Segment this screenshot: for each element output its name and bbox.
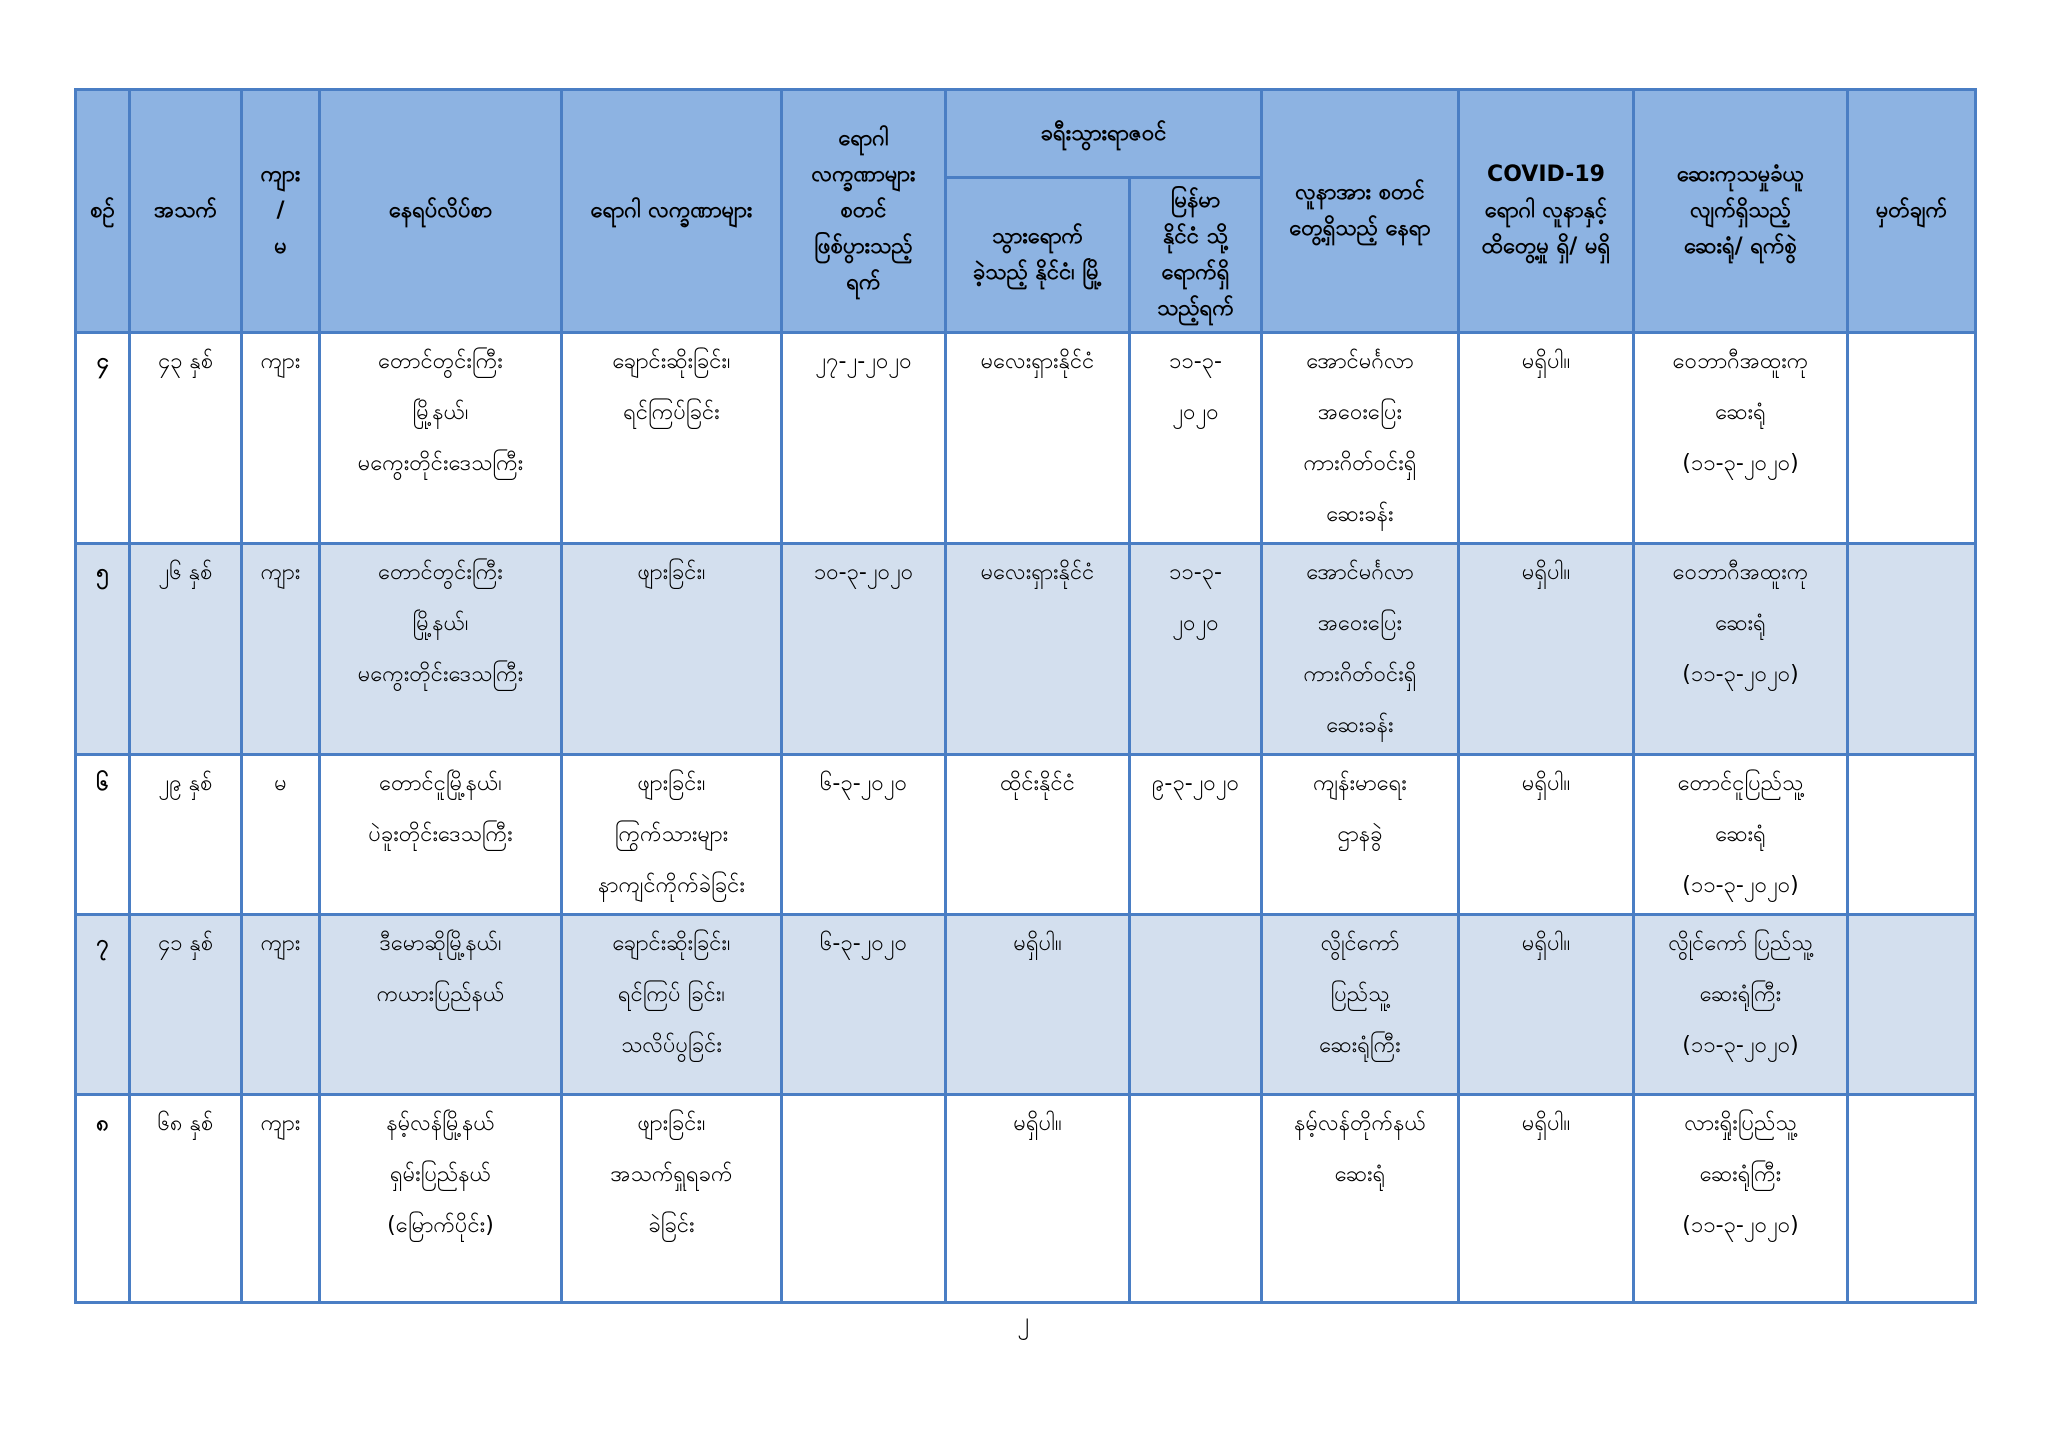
- text-line: ၁၁-၃-: [1168, 349, 1222, 374]
- text-line: ဌာနခွဲ: [1337, 822, 1383, 847]
- cell-remarks: [1848, 915, 1976, 1095]
- text-line: လွိုင်ကော် ပြည်သူ့: [1668, 931, 1813, 956]
- table-row: [76, 544, 1976, 755]
- text-line: /: [276, 198, 285, 223]
- text-line: လက္ခဏာများ: [811, 162, 916, 187]
- text-line: (၁၁-၃-၂၀၂၀): [1682, 451, 1799, 476]
- cell-no: ၅: [76, 544, 130, 755]
- cell-remarks: [1848, 755, 1976, 915]
- text-line: မြို့နယ်၊: [412, 400, 469, 425]
- text-line: အောင်မင်္ဂလာ: [1306, 349, 1414, 374]
- text-line: လားရှိုးပြည်သူ့: [1684, 1111, 1797, 1136]
- cell-address: [320, 1095, 562, 1303]
- text-line: အသက်ရှူရခက်: [610, 1162, 733, 1187]
- cell-sex: ကျား: [242, 544, 320, 755]
- text-line: မရှိပါ။: [1013, 1111, 1062, 1136]
- cell-age: ၂၉ နှစ်: [130, 755, 242, 915]
- cell-travel-country: [946, 544, 1130, 755]
- cell-age: ၄၃ နှစ်: [130, 333, 242, 544]
- cell-remarks: [1848, 1095, 1976, 1303]
- text-line: မကွေးတိုင်းဒေသကြီး: [357, 662, 524, 687]
- cell-contact: မရှိပါ။: [1459, 1095, 1634, 1303]
- text-line: ဆေးရုံ: [1334, 1162, 1386, 1187]
- text-line: နာကျင်ကိုက်ခဲခြင်း: [598, 873, 745, 898]
- text-line: ဝေဘာဂီအထူးကု: [1672, 560, 1809, 585]
- text-line: တောင်တွင်းကြီး: [378, 349, 503, 374]
- text-line: နမ့်လန်မြို့နယ်: [386, 1111, 495, 1136]
- cell-no: ၈: [76, 1095, 130, 1303]
- text-line: ဆေးခန်း: [1326, 713, 1394, 738]
- text-line: လျက်ရှိသည့်: [1690, 198, 1791, 223]
- text-line: ရက်: [846, 270, 881, 295]
- text-line: ဆေးရုံ/ ရက်စွဲ: [1684, 234, 1797, 259]
- cell-sex: မ: [242, 755, 320, 915]
- cell-arrival-date: [1130, 333, 1262, 544]
- cell-travel-country: [946, 915, 1130, 1095]
- header-hospital: [1634, 90, 1848, 333]
- text-line: ၁၀-၃-၂၀၂၀: [813, 560, 914, 585]
- text-line: ဆေးခန်း: [1326, 502, 1394, 527]
- text-line: ဆေးရုံ: [1715, 400, 1766, 425]
- text-line: ၆-၃-၂၀၂၀: [820, 931, 907, 956]
- text-line: တောင်ငူမြို့နယ်၊: [379, 771, 502, 796]
- text-line: ဆေးရုံ: [1715, 822, 1766, 847]
- text-line: ဒီမောဆိုမြို့နယ်၊: [379, 931, 502, 956]
- header-travel-country: [946, 178, 1130, 333]
- text-line: တောင်တွင်းကြီး: [378, 560, 503, 585]
- text-line: စတင်: [840, 198, 887, 223]
- cell-address: [320, 755, 562, 915]
- cell-sex: ကျား: [242, 915, 320, 1095]
- page-number: ၂: [1017, 1307, 1029, 1335]
- cell-arrival-date: [1130, 755, 1262, 915]
- table-body: [76, 333, 1976, 1303]
- header-arrival-date: [1130, 178, 1262, 333]
- cell-symptoms: [562, 915, 782, 1095]
- text-line: လူနာအား စတင်: [1295, 180, 1425, 205]
- cell-travel-country: [946, 1095, 1130, 1303]
- table-row: [76, 1095, 1976, 1303]
- text-line: ရောက်ရှိ: [1161, 260, 1230, 285]
- cell-age: ၄၁ နှစ်: [130, 915, 242, 1095]
- header-travel-history: ခရီးသွားရာဇဝင်: [946, 90, 1262, 178]
- text-line: ချောင်းဆိုးခြင်း၊: [612, 931, 731, 956]
- text-line: (၁၁-၃-၂၀၂၀): [1682, 1033, 1799, 1058]
- text-line: သွားရောက်: [991, 224, 1084, 249]
- cell-sex: ကျား: [242, 333, 320, 544]
- cell-address: [320, 544, 562, 755]
- header-address: နေရပ်လိပ်စာ: [320, 90, 562, 333]
- cell-contact: မရှိပါ။: [1459, 915, 1634, 1095]
- text-line: ဆေးကုသမှုခံယူ: [1676, 162, 1805, 187]
- text-line: အောင်မင်္ဂလာ: [1306, 560, 1414, 585]
- text-line: ပြည်သူ့: [1330, 982, 1390, 1007]
- text-line: ပဲခူးတိုင်းဒေသကြီး: [368, 822, 513, 847]
- text-line: COVID-19: [1487, 162, 1605, 187]
- text-line: မရှိပါ။: [1013, 931, 1062, 956]
- cell-address: [320, 333, 562, 544]
- text-line: (မြောက်ပိုင်း): [387, 1213, 494, 1238]
- cell-arrival-date: [1130, 544, 1262, 755]
- text-line: ကားဂိတ်ဝင်းရှိ: [1303, 451, 1417, 476]
- cell-hospital: [1634, 915, 1848, 1095]
- cell-no: ၆: [76, 755, 130, 915]
- cell-hospital: [1634, 544, 1848, 755]
- text-line: မြို့နယ်၊: [412, 611, 469, 636]
- header-symptoms: ရောဂါ လက္ခဏာများ: [562, 90, 782, 333]
- cell-detection-place: [1262, 755, 1459, 915]
- cell-contact: မရှိပါ။: [1459, 755, 1634, 915]
- table-row: [76, 915, 1976, 1095]
- cell-contact: မရှိပါ။: [1459, 333, 1634, 544]
- text-line: သည့်ရက်: [1157, 296, 1234, 321]
- header-no: စဉ်: [76, 90, 130, 333]
- text-line: တောင်ငူပြည်သူ့: [1677, 771, 1804, 796]
- cell-onset-date: [782, 755, 946, 915]
- cell-hospital: [1634, 755, 1848, 915]
- text-line: ကျန်းမာရေး: [1313, 771, 1407, 796]
- cell-onset-date: [782, 915, 946, 1095]
- text-line: ကယားပြည်နယ်: [376, 982, 505, 1007]
- text-line: ဆေးရုံကြီး: [1699, 982, 1782, 1007]
- text-line: ဖြစ်ပွားသည့်: [814, 234, 913, 259]
- text-line: လွိုင်ကော်: [1320, 931, 1400, 956]
- cell-onset-date: [782, 333, 946, 544]
- text-line: ကားဂိတ်ဝင်းရှိ: [1303, 662, 1417, 687]
- header-sex: [242, 90, 320, 333]
- cell-symptoms: [562, 544, 782, 755]
- text-line: ဖျားခြင်း၊: [637, 1111, 706, 1136]
- text-line: အဝေးပြေး: [1317, 611, 1403, 636]
- text-line: နိုင်ငံ သို့: [1163, 224, 1228, 249]
- text-line: ရင်ကြပ် ခြင်း၊: [618, 982, 725, 1007]
- cell-no: ၇: [76, 915, 130, 1095]
- text-line: (၁၁-၃-၂၀၂၀): [1682, 873, 1799, 898]
- text-line: မလေးရှားနိုင်ငံ: [980, 560, 1095, 585]
- cell-detection-place: [1262, 333, 1459, 544]
- cell-symptoms: [562, 755, 782, 915]
- cell-contact: မရှိပါ။: [1459, 544, 1634, 755]
- cell-onset-date: [782, 1095, 946, 1303]
- text-line: ၂၀၂၀: [1172, 400, 1219, 425]
- cell-detection-place: [1262, 544, 1459, 755]
- text-line: ၂၀၂၀: [1172, 611, 1219, 636]
- cell-arrival-date: [1130, 1095, 1262, 1303]
- text-line: ရောဂါ လူနာနှင့်: [1484, 198, 1608, 223]
- text-line: ၆-၃-၂၀၂၀: [820, 771, 907, 796]
- table-row: [76, 755, 1976, 915]
- cell-detection-place: [1262, 915, 1459, 1095]
- text-line: မြန်မာ: [1170, 188, 1221, 213]
- text-line: ရှမ်းပြည်နယ်: [389, 1162, 492, 1187]
- text-line: (၁၁-၃-၂၀၂၀): [1682, 1213, 1799, 1238]
- table-row: [76, 333, 1976, 544]
- text-line: ၁၁-၃-: [1168, 560, 1222, 585]
- text-line: ဝေဘာဂီအထူးကု: [1672, 349, 1809, 374]
- text-line: ဆေးရုံကြီး: [1699, 1162, 1782, 1187]
- cell-no: ၄: [76, 333, 130, 544]
- cell-detection-place: [1262, 1095, 1459, 1303]
- header-remarks: မှတ်ချက်: [1848, 90, 1976, 333]
- text-line: မလေးရှားနိုင်ငံ: [980, 349, 1095, 374]
- text-line: ၂၇-၂-၂၀၂၀: [815, 349, 912, 374]
- cell-onset-date: [782, 544, 946, 755]
- text-line: ထိုင်းနိုင်ငံ: [1000, 771, 1075, 796]
- cell-symptoms: [562, 1095, 782, 1303]
- text-line: ရင်ကြပ်ခြင်း: [623, 400, 720, 425]
- text-line: ဆေးရုံကြီး: [1319, 1033, 1401, 1058]
- cell-hospital: [1634, 333, 1848, 544]
- text-line: ချောင်းဆိုးခြင်း၊: [612, 349, 731, 374]
- text-line: ၉-၃-၂၀၂၀: [1152, 771, 1239, 796]
- header-contact: [1459, 90, 1634, 333]
- cell-remarks: [1848, 333, 1976, 544]
- text-line: တွေ့ရှိသည့် နေရာ: [1289, 216, 1431, 241]
- text-line: ထိတွေ့မှု ရှိ/ မရှိ: [1481, 234, 1611, 259]
- text-line: ဖျားခြင်း၊: [637, 560, 706, 585]
- text-line: မ: [274, 234, 287, 259]
- text-line: ရောဂါ: [838, 126, 889, 151]
- text-line: မကွေးတိုင်းဒေသကြီး: [357, 451, 524, 476]
- cell-arrival-date: [1130, 915, 1262, 1095]
- cell-hospital: [1634, 1095, 1848, 1303]
- cell-sex: ကျား: [242, 1095, 320, 1303]
- header-age: အသက်: [130, 90, 242, 333]
- text-line: ဆေးရုံ: [1715, 611, 1766, 636]
- cell-symptoms: [562, 333, 782, 544]
- text-line: ကျား: [260, 162, 301, 187]
- cell-remarks: [1848, 544, 1976, 755]
- cell-age: ၆၈ နှစ်: [130, 1095, 242, 1303]
- cell-travel-country: [946, 333, 1130, 544]
- text-line: (၁၁-၃-၂၀၂၀): [1682, 662, 1799, 687]
- case-table: [74, 88, 1977, 1304]
- cell-address: [320, 915, 562, 1095]
- header-onset-date: [782, 90, 946, 333]
- text-line: ခဲ့သည့် နိုင်ငံ၊ မြို့: [972, 260, 1103, 285]
- text-line: ကြွက်သားများ: [614, 822, 729, 847]
- text-line: ဖျားခြင်း၊: [637, 771, 706, 796]
- text-line: နမ့်လန်တိုက်နယ်: [1294, 1111, 1426, 1136]
- text-line: သလိပ်ပွခြင်း: [621, 1033, 722, 1058]
- cell-travel-country: [946, 755, 1130, 915]
- header-detection-place: [1262, 90, 1459, 333]
- text-line: အဝေးပြေး: [1317, 400, 1403, 425]
- text-line: ခဲခြင်း: [648, 1213, 695, 1238]
- cell-age: ၂၆ နှစ်: [130, 544, 242, 755]
